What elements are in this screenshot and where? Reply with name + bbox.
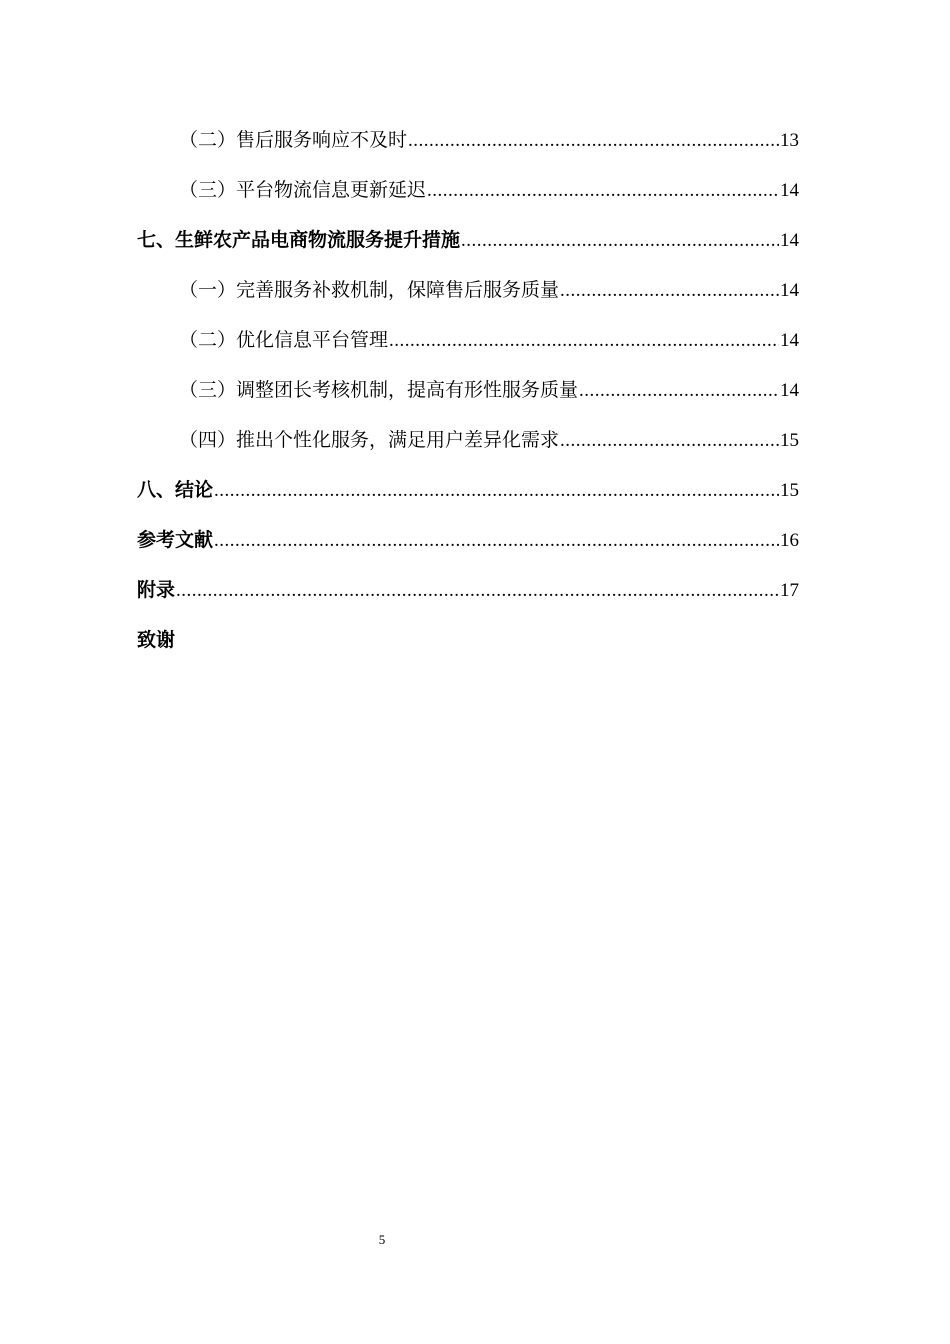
toc-entry[interactable] (137, 315, 799, 365)
toc-entry-page: 14 (780, 380, 799, 401)
toc-entry-page: 15 (780, 430, 799, 451)
toc-entry-label: （三）平台物流信息更新延迟 (179, 179, 427, 201)
toc-entry-page: 16 (780, 530, 799, 551)
toc-entry-label: 参考文献 (137, 529, 214, 551)
toc-entry-label: 致谢 (137, 629, 176, 651)
toc-entry[interactable] (137, 515, 799, 565)
toc-leader-dots (176, 566, 779, 616)
toc-entry-page: 14 (780, 330, 799, 351)
toc-entry-page: 13 (780, 130, 799, 151)
toc-entry[interactable] (137, 165, 799, 215)
toc-entry-label: （三）调整团长考核机制，提高有形性服务质量 (179, 379, 579, 401)
toc-entry[interactable] (137, 365, 799, 415)
toc-leader-dots (461, 216, 779, 266)
toc-entry-label: （二）优化信息平台管理 (179, 329, 389, 351)
toc-entry-label: （一）完善服务补救机制，保障售后服务质量 (179, 279, 560, 301)
toc-entry[interactable] (137, 215, 799, 265)
toc-entry-label: （四）推出个性化服务，满足用户差异化需求 (179, 429, 560, 451)
toc-entry[interactable] (137, 465, 799, 515)
toc-leader-dots (560, 416, 779, 466)
toc-entry-page: 14 (780, 280, 799, 301)
toc-entry-label: 七、生鲜农产品电商物流服务提升措施 (137, 229, 461, 251)
toc-leader-dots (214, 516, 779, 566)
toc-entry[interactable] (137, 615, 799, 665)
toc-leader-dots (214, 466, 779, 516)
page-number: 5 (378, 1232, 386, 1247)
toc-entry-label: 八、结论 (137, 479, 214, 501)
toc-leader-dots (560, 266, 779, 316)
toc-entry-page: 17 (780, 580, 799, 601)
toc-leader-dots (389, 316, 779, 366)
toc-entry-label: 附录 (137, 579, 176, 601)
toc-entry-page: 15 (780, 480, 799, 501)
toc-entry-page: 14 (780, 230, 799, 251)
toc-entry-label: （二）售后服务响应不及时 (179, 129, 408, 151)
toc-entry[interactable] (137, 415, 799, 465)
toc-leader-dots (408, 116, 779, 166)
toc-leader-dots (579, 366, 779, 416)
table-of-contents (137, 115, 799, 665)
toc-entry[interactable] (137, 265, 799, 315)
toc-entry[interactable] (137, 115, 799, 165)
toc-leader-dots (427, 166, 779, 216)
toc-entry-page: 14 (780, 180, 799, 201)
toc-entry[interactable] (137, 565, 799, 615)
